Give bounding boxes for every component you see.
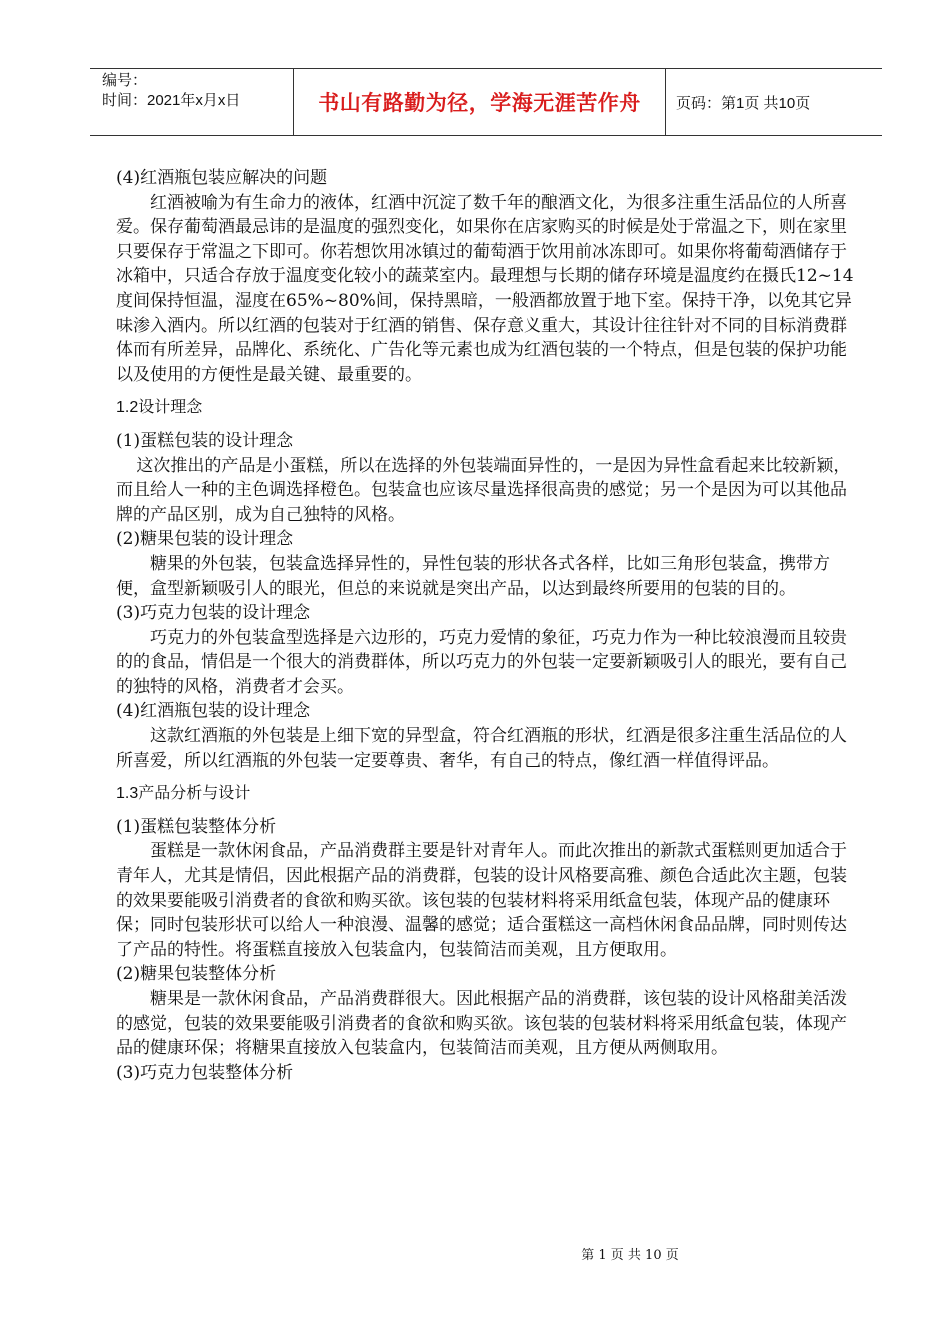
document-number-label: 编号： <box>102 72 148 89</box>
page-header <box>90 68 882 136</box>
document-body <box>116 166 861 1085</box>
header-page-number: 页码：第1页 共10页 <box>676 94 811 112</box>
paragraph-candy-analysis: 糖果是一款休闲食品，产品消费群很大。因此根据产品的消费群，该包装的设计风格甜美活泼的感觉，包装的效果要能吸引消费者的食欲和购买欲。该包装的包装材料将采用纸盒包装，体现产品的健康环保；将糖果直接放入包装盒内，包装简洁而美观，且方便从两侧取用。 <box>116 989 847 1059</box>
subheading-cake-analysis: (1)蛋糕包装整体分析 <box>116 816 277 837</box>
subheading-candy-concept: (2)糖果包装的设计理念 <box>116 529 294 550</box>
subheading-cake-concept: (1)蛋糕包装的设计理念 <box>116 430 294 451</box>
section-heading-product-analysis: 1.3产品分析与设计 <box>116 785 251 803</box>
subheading-chocolate-concept: (3)巧克力包装的设计理念 <box>116 603 311 624</box>
header-meta <box>90 69 294 135</box>
header-motto: 书山有路勤为径，学海无涯苦作舟 <box>294 69 666 135</box>
subheading-wine-concept: (4)红酒瓶包装的设计理念 <box>116 701 311 722</box>
paragraph-wine-concept: 这款红酒瓶的外包装是上细下宽的异型盒，符合红酒瓶的形状，红酒是很多注重生活品位的人所喜爱，所以红酒瓶的外包装一定要尊贵、奢华，有自己的特点，像红酒一样值得评品。 <box>116 726 847 771</box>
subheading-wine-problem: (4)红酒瓶包装应解决的问题 <box>116 168 328 188</box>
subheading-chocolate-analysis: (3)巧克力包装整体分析 <box>116 1062 294 1083</box>
section-heading-design-concept: 1.2设计理念 <box>116 399 203 417</box>
paragraph-chocolate-concept: 巧克力的外包装盒型选择是六边形的，巧克力爱情的象征，巧克力作为一种比较浪漫而且较贵的的食品，情侣是一个很大的消费群体，所以巧克力的外包装一定要新颖吸引人的眼光，要有自己的独特的风格，消费者才会买。 <box>116 627 847 697</box>
page-footer: 第 1 页 共 10 页 <box>581 1248 679 1263</box>
paragraph-cake-analysis: 蛋糕是一款休闲食品，产品消费群主要是针对青年人。而此次推出的新款式蛋糕则更加适合于青年人，尤其是情侣，因此根据产品的消费群，包装的设计风格要高雅、颜色合适此次主题，包装的效果要能吸引消费者的食欲和购买欲。该包装的包装材料将采用纸盒包装，体现产品的健康环保；同时包装形状可以给人一种浪漫、温馨的感觉；适合蛋糕这一高档休闲食品品牌，同时则传达了产品的特性。将蛋糕直接放入包装盒内，包装简洁而美观，且方便取用。 <box>116 841 847 960</box>
paragraph-candy-concept: 糖果的外包装，包装盒选择异性的，异性包装的形状各式各样，比如三角形包装盒，携带方便，盒型新颖吸引人的眼光，但总的来说就是突出产品，以达到最终所要用的包装的目的。 <box>116 553 830 599</box>
paragraph-wine-problem: 红酒被喻为有生命力的液体，红酒中沉淀了数千年的酿酒文化，为很多注重生活品位的人所喜爱。保存葡萄酒最忌讳的是温度的强烈变化，如果你在店家购买的时候是处于常温之下，则在家里只要保存于常温之下即可。你若想饮用冰镇过的葡萄酒于饮用前冰冻即可。如果你将葡萄酒储存于冰箱中，只适合存放于温度变化较小的蔬菜室内。最理想与长期的储存环境是温度约在摄氏12~14度间保持恒温，湿度在65%~80%间，保持黑暗，一般酒都放置于地下室。保持干净，以免其它异味渗入酒内。所以红酒的包装对于红酒的销售、保存意义重大，其设计往往针对不同的目标消费群体而有所差异，品牌化、系统化、广告化等元素也成为红酒包装的一个特点，但是包装的保护功能以及使用的方便性是最关键、最重要的。 <box>116 192 854 385</box>
document-time-label: 时间：2021年x月x日 <box>102 92 241 109</box>
subheading-candy-analysis: (2)糖果包装整体分析 <box>116 964 277 985</box>
paragraph-cake-concept: 这次推出的产品是小蛋糕，所以在选择的外包装端面异性的，一是因为异性盒看起来比较新颖，而且给人一种的主色调选择橙色。包装盒也应该尽量选择很高贵的感觉；另一个是因为可以其他品牌的产品区别，成为自己独特的风格。 <box>116 455 851 525</box>
